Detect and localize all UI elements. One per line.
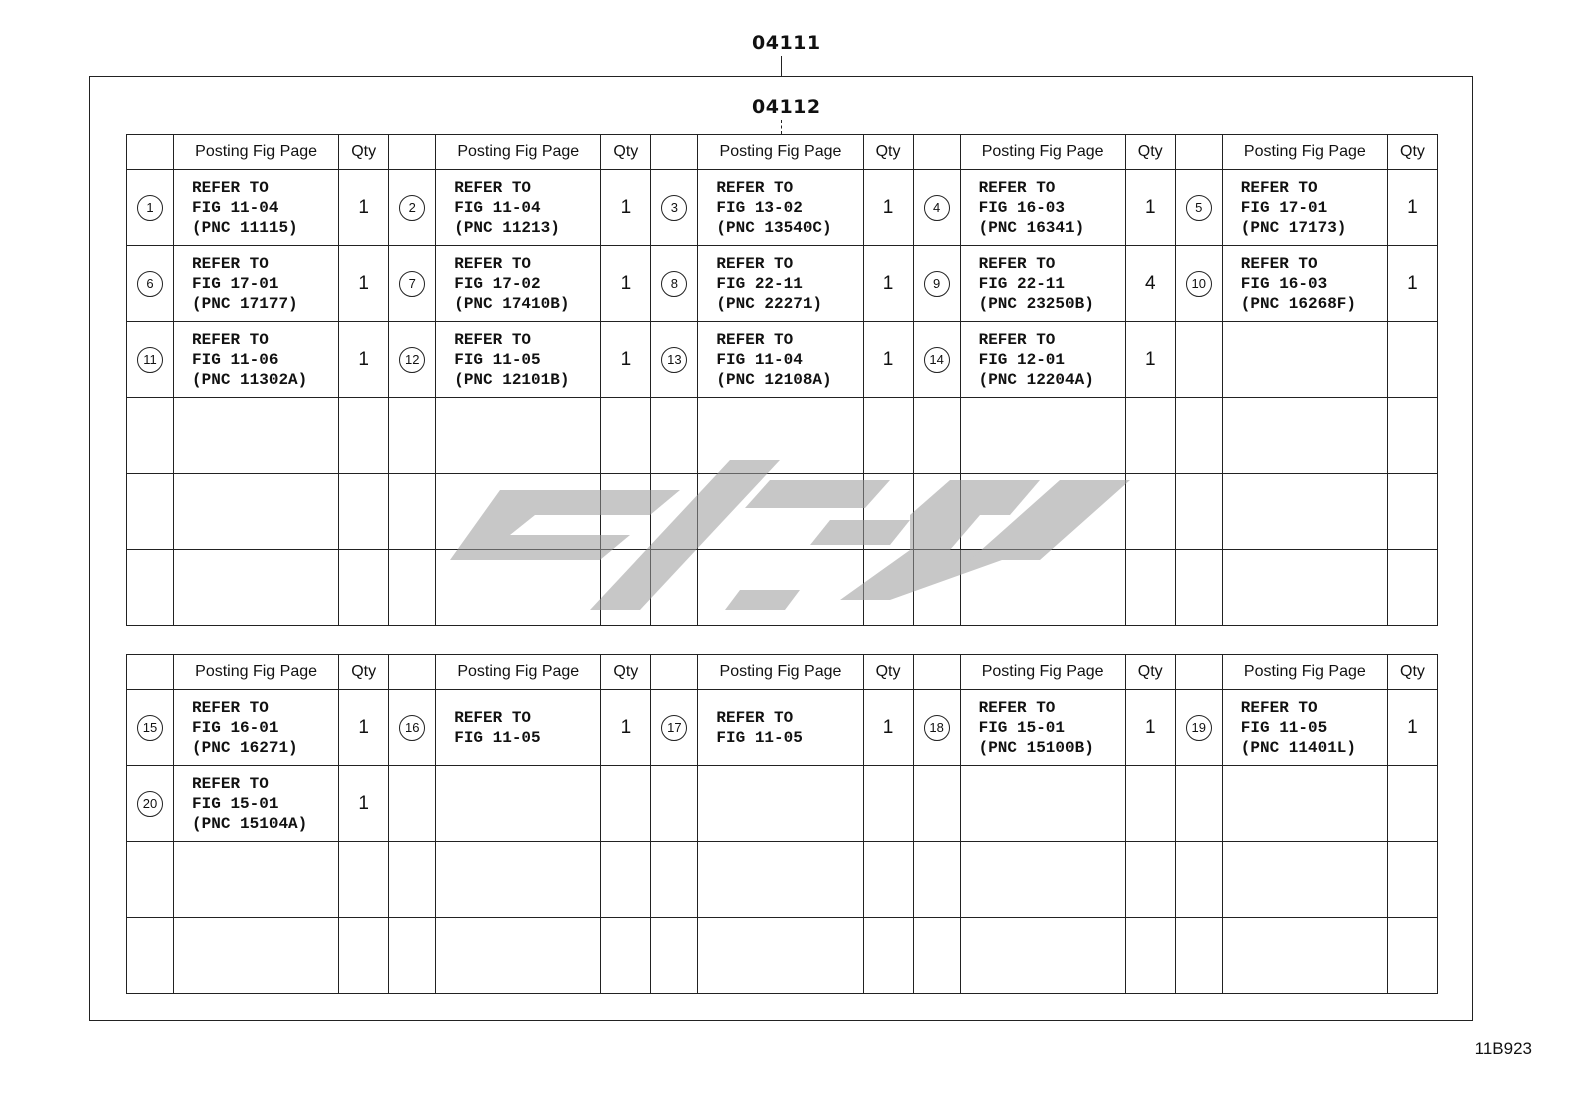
item-number-cell [127, 246, 174, 322]
empty-cell [1222, 766, 1387, 842]
empty-cell [1387, 474, 1437, 550]
item-number: 16 [399, 715, 425, 741]
empty-cell [601, 918, 651, 994]
item-number: 11 [137, 347, 163, 373]
num-header [127, 135, 174, 170]
pnc-text: (PNC 12204A) [978, 370, 1094, 389]
item-number-cell [651, 690, 698, 766]
fig-text: FIG 12-01 [978, 350, 1066, 369]
posting-header: Posting Fig Page [436, 655, 601, 690]
empty-cell [436, 918, 601, 994]
refer-text: REFER TO [1240, 178, 1318, 197]
empty-cell [601, 766, 651, 842]
empty-cell [339, 398, 389, 474]
empty-cell [1125, 918, 1175, 994]
empty-cell [1175, 550, 1222, 626]
fig-text: FIG 17-01 [1240, 198, 1328, 217]
qty-cell: 1 [339, 170, 389, 246]
fig-text: FIG 16-03 [1240, 274, 1328, 293]
refer-text: REFER TO [978, 178, 1056, 197]
qty-header: Qty [339, 655, 389, 690]
empty-cell [174, 918, 339, 994]
item-number-cell [1175, 170, 1222, 246]
empty-cell [1125, 766, 1175, 842]
fig-text: FIG 16-03 [978, 198, 1066, 217]
empty-cell [389, 550, 436, 626]
empty-cell [863, 842, 913, 918]
refer-text: REFER TO [454, 254, 532, 273]
fig-text: FIG 11-04 [192, 198, 279, 217]
empty-cell [1387, 322, 1437, 398]
empty-cell [389, 918, 436, 994]
empty-cell [1125, 842, 1175, 918]
fig-text: FIG 16-01 [192, 718, 279, 737]
empty-cell [1387, 918, 1437, 994]
refer-text: REFER TO [716, 330, 794, 349]
empty-cell [601, 842, 651, 918]
qty-cell: 1 [1387, 170, 1437, 246]
pnc-text: (PNC 15100B) [978, 738, 1094, 757]
empty-cell [1222, 918, 1387, 994]
pnc-text: (PNC 11302A) [192, 370, 308, 389]
qty-cell: 1 [339, 690, 389, 766]
qty-cell: 1 [601, 170, 651, 246]
num-header [1175, 135, 1222, 170]
pnc-text: (PNC 11213) [454, 218, 560, 237]
reference-cell [436, 246, 601, 322]
empty-cell [1175, 322, 1222, 398]
fig-text: FIG 11-04 [454, 198, 541, 217]
empty-cell [651, 842, 698, 918]
table-row [127, 690, 1438, 766]
fig-text: FIG 11-06 [192, 350, 279, 369]
empty-cell [863, 918, 913, 994]
qty-cell: 1 [339, 766, 389, 842]
empty-cell [863, 766, 913, 842]
posting-header: Posting Fig Page [174, 135, 339, 170]
qty-cell: 1 [863, 690, 913, 766]
empty-cell [1222, 474, 1387, 550]
pnc-text: (PNC 12101B) [454, 370, 570, 389]
num-header [127, 655, 174, 690]
empty-cell [436, 766, 601, 842]
qty-header: Qty [339, 135, 389, 170]
refer-text: REFER TO [454, 178, 532, 197]
outer-leader-line [781, 56, 782, 76]
refer-text: REFER TO [978, 254, 1056, 273]
reference-cell [174, 246, 339, 322]
item-number: 2 [399, 195, 425, 221]
header-row [127, 135, 1438, 170]
refer-text: REFER TO [454, 330, 532, 349]
empty-cell [436, 842, 601, 918]
qty-header: Qty [863, 135, 913, 170]
item-number: 13 [661, 347, 687, 373]
reference-cell [174, 170, 339, 246]
empty-cell [389, 474, 436, 550]
item-number-cell [1175, 246, 1222, 322]
item-number: 4 [924, 195, 950, 221]
table-row [127, 322, 1438, 398]
item-number-cell [913, 170, 960, 246]
qty-cell: 1 [863, 322, 913, 398]
qty-cell: 4 [1125, 246, 1175, 322]
watermark-logo [440, 460, 1130, 620]
inner-leader-line [781, 120, 782, 134]
posting-header: Posting Fig Page [1222, 135, 1387, 170]
pnc-text: (PNC 13540C) [716, 218, 832, 237]
qty-cell: 1 [339, 322, 389, 398]
item-number: 18 [924, 715, 950, 741]
reference-cell [698, 322, 863, 398]
fig-text: FIG 17-02 [454, 274, 541, 293]
qty-cell: 1 [863, 246, 913, 322]
reference-cell [1222, 170, 1387, 246]
empty-cell [127, 398, 174, 474]
empty-cell [174, 474, 339, 550]
num-header [651, 135, 698, 170]
pnc-text: (PNC 15104A) [192, 814, 308, 833]
empty-cell [174, 842, 339, 918]
empty-cell [174, 398, 339, 474]
num-header [913, 135, 960, 170]
table-row [127, 766, 1438, 842]
reference-cell [436, 322, 601, 398]
item-number: 14 [924, 347, 950, 373]
empty-cell [1222, 398, 1387, 474]
item-number: 12 [399, 347, 425, 373]
qty-cell: 1 [601, 246, 651, 322]
refer-text: REFER TO [454, 708, 532, 727]
refer-text: REFER TO [716, 254, 794, 273]
empty-cell [339, 550, 389, 626]
empty-cell [339, 842, 389, 918]
qty-cell: 1 [1125, 322, 1175, 398]
item-number-cell [389, 170, 436, 246]
qty-header: Qty [1125, 655, 1175, 690]
reference-cell [960, 170, 1125, 246]
empty-cell [127, 918, 174, 994]
qty-cell: 1 [1125, 690, 1175, 766]
fig-text: FIG 11-05 [716, 728, 803, 747]
fig-text: FIG 22-11 [978, 274, 1066, 293]
item-number-cell [389, 690, 436, 766]
table-row [127, 842, 1438, 918]
outer-group-label: 04111 [752, 32, 821, 54]
fig-text: FIG 11-05 [1240, 718, 1328, 737]
refer-text: REFER TO [192, 178, 269, 197]
posting-header: Posting Fig Page [1222, 655, 1387, 690]
empty-cell [1387, 842, 1437, 918]
num-header [913, 655, 960, 690]
item-number-cell [913, 690, 960, 766]
empty-cell [1125, 474, 1175, 550]
fig-text: FIG 11-05 [454, 350, 541, 369]
refer-text: REFER TO [1240, 698, 1318, 717]
empty-cell [913, 766, 960, 842]
empty-cell [1222, 322, 1387, 398]
refer-text: REFER TO [978, 698, 1056, 717]
refer-text: REFER TO [978, 330, 1056, 349]
diagram-code: 11B923 [1474, 1039, 1532, 1058]
posting-header: Posting Fig Page [960, 655, 1125, 690]
table-row [127, 170, 1438, 246]
reference-cell [698, 690, 863, 766]
empty-cell [1175, 918, 1222, 994]
reference-table-2 [126, 654, 1438, 994]
qty-cell: 1 [601, 322, 651, 398]
item-number: 10 [1186, 271, 1212, 297]
empty-cell [960, 766, 1125, 842]
reference-cell [698, 170, 863, 246]
empty-cell [389, 398, 436, 474]
item-number: 15 [137, 715, 163, 741]
empty-cell [1125, 550, 1175, 626]
table-row [127, 918, 1438, 994]
empty-cell [960, 842, 1125, 918]
empty-cell [1222, 550, 1387, 626]
item-number: 20 [137, 791, 163, 817]
empty-cell [1222, 842, 1387, 918]
item-number-cell [389, 322, 436, 398]
qty-cell: 1 [339, 246, 389, 322]
reference-cell [174, 766, 339, 842]
item-number: 7 [399, 271, 425, 297]
fig-text: FIG 11-04 [716, 350, 803, 369]
empty-cell [1175, 398, 1222, 474]
empty-cell [1387, 766, 1437, 842]
refer-text: REFER TO [192, 330, 269, 349]
item-number-cell [651, 170, 698, 246]
posting-header: Posting Fig Page [436, 135, 601, 170]
pnc-text: (PNC 22271) [716, 294, 823, 313]
fig-text: FIG 11-05 [454, 728, 541, 747]
item-number-cell [651, 246, 698, 322]
pnc-text: (PNC 23250B) [978, 294, 1094, 313]
item-number: 8 [661, 271, 687, 297]
reference-cell [1222, 690, 1387, 766]
qty-header: Qty [1125, 135, 1175, 170]
empty-cell [913, 842, 960, 918]
empty-cell [339, 474, 389, 550]
empty-cell [1387, 550, 1437, 626]
empty-cell [389, 766, 436, 842]
empty-cell [339, 918, 389, 994]
pnc-text: (PNC 17410B) [454, 294, 570, 313]
refer-text: REFER TO [192, 254, 269, 273]
item-number: 9 [924, 271, 950, 297]
qty-cell: 1 [601, 690, 651, 766]
empty-cell [1175, 766, 1222, 842]
qty-header: Qty [601, 135, 651, 170]
empty-cell [1125, 398, 1175, 474]
num-header [389, 655, 436, 690]
table-row [127, 246, 1438, 322]
reference-cell [174, 690, 339, 766]
item-number-cell [651, 322, 698, 398]
num-header [651, 655, 698, 690]
pnc-text: (PNC 16268F) [1240, 294, 1356, 313]
item-number: 3 [661, 195, 687, 221]
empty-cell [174, 550, 339, 626]
empty-cell [698, 918, 863, 994]
num-header [389, 135, 436, 170]
fig-text: FIG 17-01 [192, 274, 279, 293]
pnc-text: (PNC 12108A) [716, 370, 832, 389]
posting-header: Posting Fig Page [174, 655, 339, 690]
empty-cell [1387, 398, 1437, 474]
reference-cell [436, 690, 601, 766]
refer-text: REFER TO [192, 698, 269, 717]
empty-cell [698, 842, 863, 918]
posting-header: Posting Fig Page [698, 655, 863, 690]
qty-cell: 1 [1125, 170, 1175, 246]
fig-text: FIG 13-02 [716, 198, 803, 217]
item-number: 6 [137, 271, 163, 297]
item-number: 17 [661, 715, 687, 741]
empty-cell [389, 842, 436, 918]
qty-header: Qty [601, 655, 651, 690]
empty-cell [1175, 842, 1222, 918]
reference-cell [698, 246, 863, 322]
reference-cell [436, 170, 601, 246]
reference-cell [1222, 246, 1387, 322]
empty-cell [1175, 474, 1222, 550]
pnc-text: (PNC 11401L) [1240, 738, 1356, 757]
reference-cell [960, 246, 1125, 322]
empty-cell [913, 918, 960, 994]
empty-cell [651, 918, 698, 994]
posting-header: Posting Fig Page [960, 135, 1125, 170]
item-number: 19 [1186, 715, 1212, 741]
fig-text: FIG 15-01 [192, 794, 279, 813]
pnc-text: (PNC 16341) [978, 218, 1085, 237]
refer-text: REFER TO [192, 774, 269, 793]
pnc-text: (PNC 11115) [192, 218, 298, 237]
empty-cell [127, 550, 174, 626]
refer-text: REFER TO [716, 178, 794, 197]
item-number-cell [127, 322, 174, 398]
pnc-text: (PNC 16271) [192, 738, 298, 757]
num-header [1175, 655, 1222, 690]
empty-cell [960, 918, 1125, 994]
fig-text: FIG 15-01 [978, 718, 1066, 737]
empty-cell [698, 766, 863, 842]
reference-cell [960, 322, 1125, 398]
qty-cell: 1 [863, 170, 913, 246]
item-number: 1 [137, 195, 163, 221]
qty-header: Qty [1387, 135, 1437, 170]
pnc-text: (PNC 17177) [192, 294, 298, 313]
empty-cell [127, 474, 174, 550]
item-number-cell [127, 170, 174, 246]
item-number: 5 [1186, 195, 1212, 221]
reference-cell [174, 322, 339, 398]
posting-header: Posting Fig Page [698, 135, 863, 170]
qty-header: Qty [1387, 655, 1437, 690]
item-number-cell [127, 766, 174, 842]
qty-cell: 1 [1387, 246, 1437, 322]
pnc-text: (PNC 17173) [1240, 218, 1347, 237]
refer-text: REFER TO [716, 708, 794, 727]
item-number-cell [1175, 690, 1222, 766]
item-number-cell [389, 246, 436, 322]
refer-text: REFER TO [1240, 254, 1318, 273]
header-row [127, 655, 1438, 690]
qty-cell: 1 [1387, 690, 1437, 766]
empty-cell [651, 766, 698, 842]
item-number-cell [127, 690, 174, 766]
inner-group-label: 04112 [752, 96, 821, 118]
item-number-cell [913, 246, 960, 322]
qty-header: Qty [863, 655, 913, 690]
reference-cell [960, 690, 1125, 766]
fig-text: FIG 22-11 [716, 274, 803, 293]
item-number-cell [913, 322, 960, 398]
empty-cell [127, 842, 174, 918]
